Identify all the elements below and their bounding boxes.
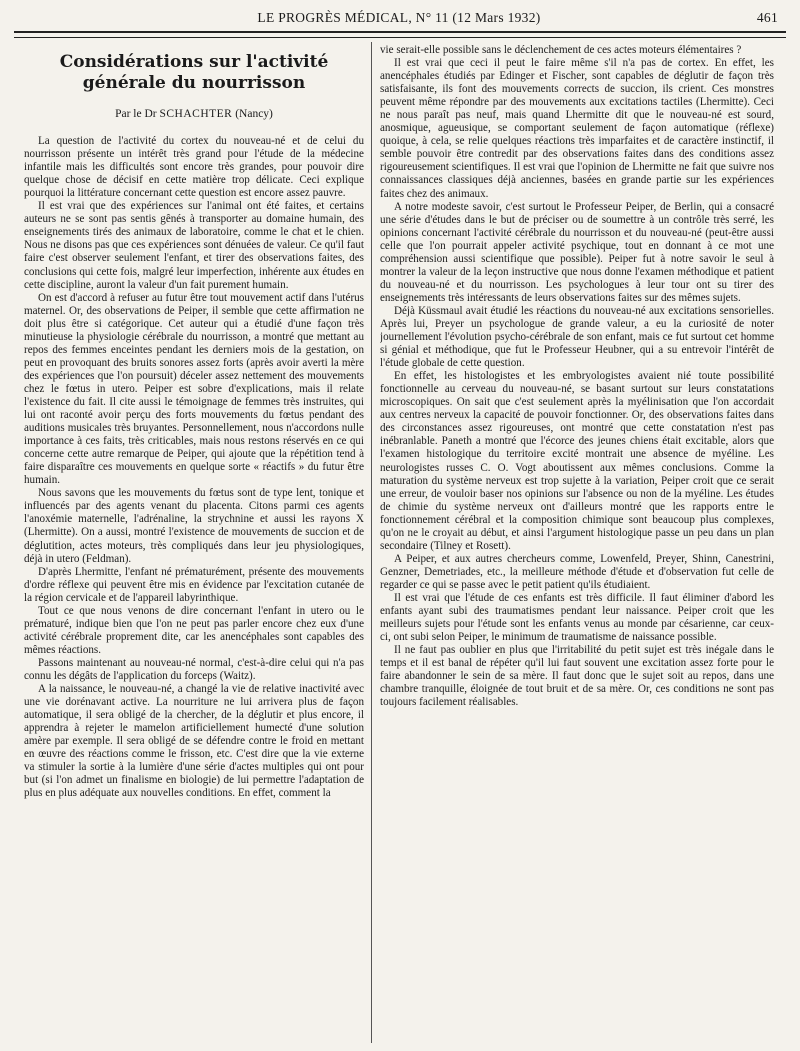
- paragraph: A la naissance, le nouveau-né, a changé la vie de relative inactivité avec une vie dorénavant active. La nourriture ne lui arrivera plus de façon automatique, il sera obligé de la chercher, de la déglutir et plus encore, il apprendra à rejeter le mamelon artificiellement humecté d'une solution amère par exemple. Il sera obligé de se défendre contre le froid en mettant en œuvre des réactions comme le frisson, etc. C'est dire que la vie externe va stimuler la sortie à la lumière d'une série d'actes multiples qui ont pour but (si l'on admet un finalisme en biologie) de lui permettre l'adaptation de plus en plus adéquate aux nouvelles conditions. En effet, comment la: [24, 683, 364, 800]
- byline-prefix: Par le Dr: [115, 108, 157, 120]
- paragraph: vie serait-elle possible sans le déclenchement de ces actes moteurs élémentaires ?: [380, 44, 742, 56]
- paragraph: Il est vrai que l'étude de ces enfants est très difficile. Il faut éliminer d'abord les enfants ayant subi des traumatismes pendant leur naissance. Peiper croit que les meilleurs sujets pour l'étude sont les enfants venus au monde par césarienne, car ceux-ci, ont subi selon Peiper, le minimum de traumatisme de naissance possible.: [380, 591, 774, 644]
- paragraph: D'après Lhermitte, l'enfant né prématurément, présente des mouvements d'ordre réflexe qui peuvent être mis en évidence par l'excitation cutanée de la région cervicale et de l'appareil labyrinthique.: [24, 565, 364, 604]
- page-number: 461: [756, 10, 778, 25]
- paragraph: A notre modeste savoir, c'est surtout le Professeur Peiper, de Berlin, qui a consacré une série d'études dans le but de préciser ou de soumettre à un contrôle très serré, les opinions concernant l'activité cérébrale du nourrisson et du nouveau-né (peut-être aussi celle que l'on pourrait appeler activité psychique, tout en donnant à ce mot une compréhension aussi scientifique que possible). Peiper fut à notre savoir le seul à montrer la valeur de la leçon instructive que nous donne l'examen méthodique et patient du nouveau-né et du nourrisson. Les psychologues à leur tour ont su tirer des enseignements très intéressants de leurs observations faites sur des mêmes sujets.: [380, 200, 774, 304]
- paragraph: La question de l'activité du cortex du nouveau-né et de celui du nourrisson présente un intérêt très grand pour l'étude de la médecine infantile mais les difficultés sont encore très grandes, pour pouvoir dire quelque chose de décisif en cette matière trop délicate. Ceci explique pourquoi la littérature concernant cette question est encore assez pauvre.: [24, 135, 364, 200]
- running-header: [20, 8, 778, 28]
- header-rule-thick: [14, 31, 786, 33]
- paragraph: Il ne faut pas oublier en plus que l'irritabilité du petit sujet est très inégale dans le temps et il est banal de répéter qu'il lui faut souvent une excitation assez forte pour le faire abandonner le sein de sa mère. Il faut donc que le sujet soit au repos, dans une chambre tranquille, éloignée de tout bruit et de sa mère. Or, ces conditions ne sont pas toujours facilement réalisables.: [380, 644, 774, 709]
- paragraph: Passons maintenant au nouveau-né normal, c'est-à-dire celui qui n'a pas connu les dégâts de l'application du forceps (Waitz).: [24, 656, 364, 682]
- paragraph: Tout ce que nous venons de dire concernant l'enfant in utero ou le prématuré, indique bien que l'on ne peut pas parler encore chez eux d'une activité cérébrale proprement dite, car les anencéphales sont capables des mêmes réactions.: [24, 604, 364, 656]
- article-title: Considérations sur l'activité générale du nourrisson: [59, 52, 329, 93]
- byline: [24, 108, 364, 121]
- journal-title: LE PROGRÈS MÉDICAL, N° 11 (12 Mars 1932): [257, 10, 541, 25]
- author-name: SCHACHTER: [159, 108, 233, 120]
- paragraph: Il est vrai que des expériences sur l'animal ont été faites, et certains auteurs ne se sont pas sentis gênés à transporter au domaine humain, des enseignements tirés des animaux de laboratoire, comme le chat et le chien. Nous ne disons pas que ces expériences sont dénuées de valeur. Ce qu'il faut faire c'est observer seulement l'enfant, et tirer des observations faites, des conclusions qui cette fois, malgré leur imperfection, inhérente aux études en cette discipline, auront la valeur d'un fait purement humain.: [24, 200, 364, 291]
- paragraph: Il est vrai que ceci il peut le faire même s'il n'a pas de cortex. En effet, les anencéphales étudiés par Edinger et Fischer, sont capables de déglutir de façon très satisfaisante, ils font des mouvements corrects de succion, ils crient. Ces monstres peuvent même répondre par des mouvements aux excitations tactiles (Lhermitte). Ceci ne nous paraît pas neuf, mais quand Lhermitte dit que le nouveau-né est sourd, anosmique, agueusique, se comportant seulement de façon automatique (réflexe) quoique, à cela, se relie quelques réactions très imparfaites et de caractère instinctif, il semble pouvoir être contredit par des observations faites dans des conditions assez rigoureusement scientifiques. Il est vrai que l'opinion de Lhermitte ne fait que suivre nos connaissances classiques déjà anciennes, basées en grande partie sur les expériences faites chez des animaux.: [380, 57, 774, 200]
- author-affiliation: (Nancy): [235, 108, 273, 120]
- right-column: [380, 44, 774, 1045]
- paragraph: En effet, les histologistes et les embryologistes avaient nié toute possibilité fonctionnelle au cerveau du nouveau-né, se basant surtout sur leurs constatations microscopiques. On sait que c'est seulement après la myélinisation que l'on accordait aux centres nerveux la capacité de pouvoir fonctionner. Or, des observations faites dans des circonstances assez rigoureuses, ont montré que cette constatation n'est pas inébranlable. Paneth a montré que l'écorce des jeunes chiens était excitable, alors que l'examen histologique du territoire excité montrait une absence de myéline. Les neurologistes russes C. O. Vogt aboutissent aux mêmes conclusions. Comme la maturation du système nerveux est trop sujette à la variation, Peiper croit que ce serait une erreur, de vouloir baser nos opinions sur l'absence ou non de la myéline. Les études de chimie du système nerveux ont d'ailleurs montré que les rapports entre le fonctionnement cérébral et la composition chimique sont beaucoup plus complexes, qu'on ne le croyait au début, et ainsi l'argument histologique passe un peu dans un plan secondaire (Tilney et Rosett).: [380, 370, 774, 552]
- paragraph: Nous savons que les mouvements du fœtus sont de type lent, tonique et influencés par des agents venant du placenta. Citons parmi ces agents l'anoxémie maternelle, l'adrénaline, la strychnine et aussi les rayons X (Lhermitte). On a aussi, montré l'existence de mouvements de succion et de déglutition, actes moteurs, très compliqués dans leur jeu physiologiques, déjà in utero (Feldman).: [24, 487, 364, 565]
- header-rule-thin: [14, 37, 786, 38]
- paragraph: On est d'accord à refuser au futur être tout mouvement actif dans l'utérus maternel. Or, des observations de Peiper, il semble que cette affirmation ne doit plus être si catégorique. Cet auteur qui a étudié d'une façon très minutieuse la physiologie cérébrale du nourrisson, a montré que mettant au repos des femmes enceintes pendant les derniers mois de la gestation, on peut en provoquant des bruits sonores assez forts (après avoir averti la mère des expériences que l'on poursuit) déceler assez nettement des mouvements chez le fœtus in utero. Peiper est sobre d'explications, mais il relate l'existence du fait. Il cite aussi le témoignage de femmes très instruites, qui lui ont raconté avoir perçu des forts mouvements du fœtus pendant des auditions musicales très bruyantes. Personnellement, nous n'accordons nulle importance à ces faits, très criticables, mais nous restons réservés en ce qui concerne cette autre remarque de Peiper, qui ajoute que la répétition tend à faire disparaître ces mouvements en quelque sorte « réactifs » du futur être humain.: [24, 291, 364, 487]
- left-column: [24, 44, 364, 1045]
- paragraph: A Peiper, et aux autres chercheurs comme, Lowenfeld, Preyer, Shinn, Canestrini, Genzner, Demetriades, etc., la meilleure méthode d'étude et d'observation fut celle de regarder ce qui se passe avec le petit patient qu'ils étudiaient.: [380, 552, 774, 591]
- column-divider: [371, 42, 372, 1043]
- paragraph: Déjà Küssmaul avait étudié les réactions du nouveau-né aux excitations sensorielles. Après lui, Preyer un psychologue de grande valeur, a eu la curiosité de noter journellement l'évolution psycho-cérébrale de son enfant, mais ce fut surtout cet homme si génial et méthodique, que fut le Professeur Heubner, qui a su entrevoir l'intérêt de l'étude globale de cette question.: [380, 304, 774, 370]
